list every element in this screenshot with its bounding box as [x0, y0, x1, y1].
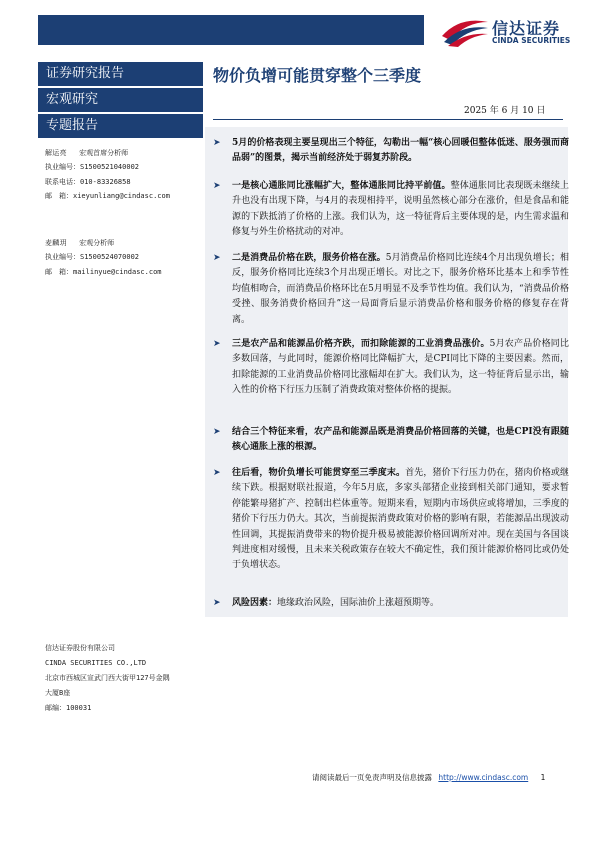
bullet-lead: 5月的价格表现主要呈现出三个特征，勾勒出一幅“核心回暖但整体低迷、服务强而商品弱”的图景，揭示当前经济处于弱复苏阶段。: [232, 138, 569, 164]
bullet-body: 5月农产品价格同比多数回落，与此同时，能源价格同比降幅扩大，是CPI同比下降的主要因素。然而，扣除能源的工业消费品价格同比涨幅却在扩大。我们认为，这一特征背后显示出，输入性的价格下行压力压制了消费政策对整体价格的提振。: [232, 339, 569, 396]
analyst-name: 麦麟玥: [45, 239, 67, 247]
category-label: 宏观研究: [38, 88, 203, 112]
bullet-lead: 一是核心通胀同比涨幅扩大，整体通胀同比持平前值。: [232, 181, 451, 191]
bullet-arrow-icon: ➤: [213, 339, 221, 349]
company-postcode: 邮编：100031: [45, 704, 92, 712]
bullet-arrow-icon: ➤: [213, 181, 221, 191]
analyst-cert: S1500524070002: [80, 253, 140, 262]
company-address-line2: 大厦B座: [45, 689, 71, 697]
disclaimer-notice: 请阅读最后一页免责声明及信息披露: [312, 773, 432, 782]
bullet-lead: 三是农产品和能源品价格齐跌，而扣除能源的工业消费品涨价。: [232, 339, 490, 349]
sidebar: [38, 62, 203, 140]
analyst-cert: S1500521040002: [80, 163, 140, 172]
bullet-arrow-icon: ➤: [213, 427, 221, 437]
bullet-arrow-icon: ➤: [213, 253, 221, 263]
bullet-lead: 风险因素：: [232, 598, 278, 608]
title-divider: [213, 119, 563, 120]
page-footer: [312, 772, 545, 783]
page-number: 1: [540, 773, 546, 782]
logo-swoosh-icon: [440, 14, 490, 48]
bullet-arrow-icon: ➤: [213, 468, 221, 478]
analyst-phone: 010-83326858: [80, 177, 131, 186]
analyst-card-2: [45, 236, 205, 279]
bullet-body: 整体通胀同比表现既未继续上升也没有出现下降，与4月的表现相持平，说明虽然核心部分在涨价，但是食品和能源的下跌抵消了价格的上涨。我们认为，这一特征背后主要体现的是，内生需求温和修复与外生价格扰动的对冲。: [232, 181, 569, 238]
analyst-name: 解运亮: [45, 149, 67, 157]
company-logo: [440, 14, 571, 48]
bullet-lead: 结合三个特征来看，农产品和能源品既是消费品价格回落的关键，也是CPI没有跟随核心通胀上涨的根源。: [232, 427, 569, 453]
bullet-arrow-icon: ➤: [213, 598, 221, 608]
bullet-body: 首先，猪价下行压力仍在，猪肉价格或继续下跌。根据财联社报道，今年5月底，多家头部猪企业接到相关部门通知，要求暂停能繁母猪扩产、控制出栏体重等。短期来看，短期内市场供应或将增加，三季度的猪价下行压力仍大。其次，当前提振消费政策对价格的影响有限，若能源品出现波动性回调，其提振消费带来的物价提升极易被能源价格回调所对冲。现在美国与各国谈判进度相对缓慢，且未来关税政策存在较大不确定性，我们预计能源价格同比或仍处于负增状态。: [232, 468, 569, 571]
analyst-email[interactable]: xieyunliang@cindasc.com: [73, 192, 170, 201]
company-name-cn: 信达证券股份有限公司: [45, 644, 115, 652]
analyst-role: 宏观首席分析师: [79, 149, 129, 157]
bullet-body: 5月消费品价格同比连续4个月出现负增长；相反，服务价格同比连续3个月出现正增长。对比之下，服务价格环比基本上和季节性均值相吻合，而消费品价格环比在5月明显不及季节性均值。我们认为，“消费品价格受挫、服务消费价格回升”这一局面背后显示消费品价格和服务价格的修复存在背离。: [232, 253, 569, 325]
bullet-lead: 往后看，物价负增长可能贯穿至三季度末。: [232, 468, 406, 478]
bullet-arrow-icon: ➤: [213, 138, 221, 148]
company-address-line1: 北京市西城区宣武门西大街甲127号金隅: [45, 674, 170, 682]
analyst-role: 宏观分析师: [79, 239, 115, 247]
cert-label: 执业编号：: [45, 253, 80, 262]
cert-label: 执业编号：: [45, 163, 80, 172]
phone-label: 联系电话：: [45, 177, 80, 186]
header-bar: [38, 15, 424, 45]
company-name-en: CINDA SECURITIES CO.,LTD: [45, 659, 147, 667]
company-info: [45, 641, 205, 716]
report-type-label: 证券研究报告: [38, 62, 203, 86]
analyst-card-1: [45, 146, 205, 204]
bullet-lead: 二是消费品价格在跌，服务价格在涨。: [232, 253, 386, 263]
email-label: 邮 箱：: [45, 267, 73, 276]
website-link[interactable]: http://www.cindasc.com: [438, 773, 529, 782]
analyst-email[interactable]: mailinyue@cindasc.com: [73, 267, 162, 276]
page-title: 物价负增可能贯穿整个三季度: [213, 66, 422, 85]
report-date: 2025 年 6 月 10 日: [464, 106, 546, 116]
logo-text-en: CINDA SECURITIES: [492, 36, 571, 45]
bullet-body: 地缘政治风险，国际油价上涨超预期等。: [277, 598, 440, 608]
email-label: 邮 箱：: [45, 192, 73, 201]
logo-text-cn: 信达证券: [492, 19, 561, 38]
summary-section: [205, 127, 568, 622]
sub-category-label: 专题报告: [38, 114, 203, 138]
